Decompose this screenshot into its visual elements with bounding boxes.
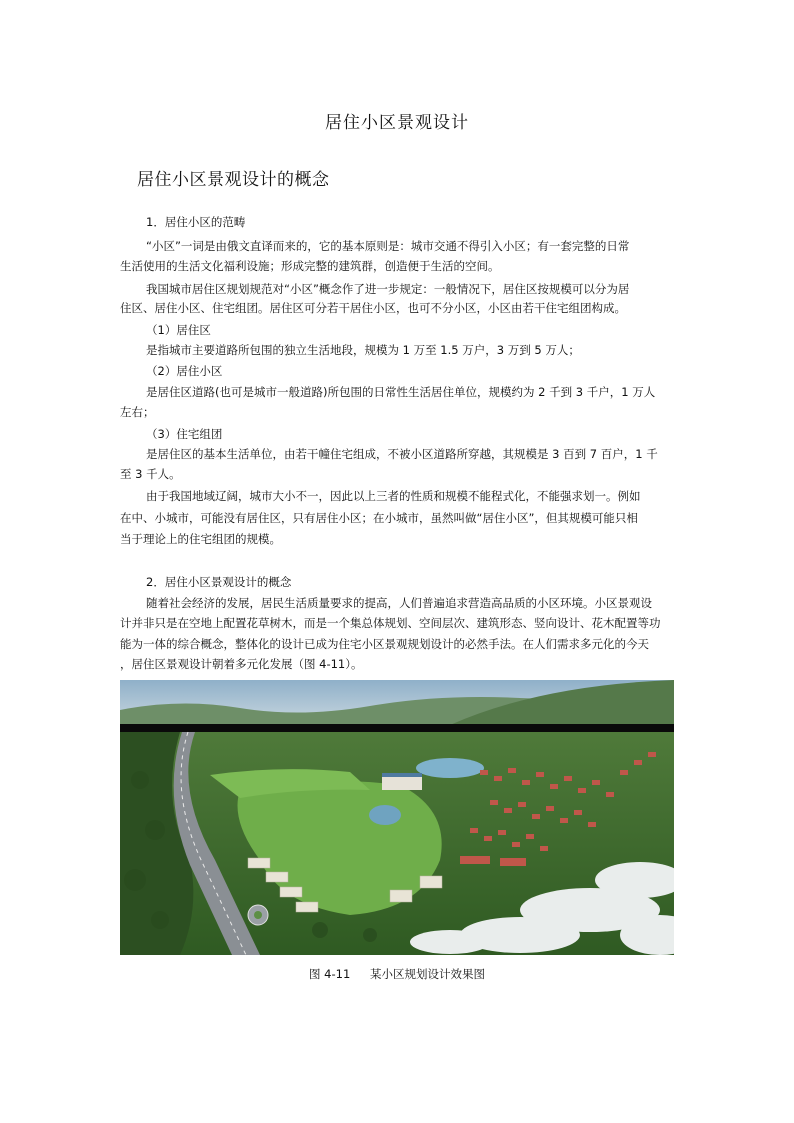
section-heading: 居住小区景观设计的概念 bbox=[137, 170, 330, 190]
landscape-rendering-image bbox=[120, 680, 674, 955]
paragraph-line: 是居住区道路(也可是城市一般道路)所包围的日常性生活居住单位，规模约为 2 千到 3 千户，1 万人 bbox=[146, 385, 656, 399]
figure-number: 图 4-11 bbox=[309, 967, 351, 981]
paragraph-line: 住区、居住小区、住宅组团。居住区可分若干居住小区，也可不分小区，小区由若干住宅组团构成。 bbox=[120, 301, 626, 315]
paragraph-line: 随着社会经济的发展，居民生活质量要求的提高，人们普遍追求营造高品质的小区环境。小区景观设 bbox=[146, 596, 652, 610]
paragraph-line: 在中、小城市，可能没有居住区，只有居住小区；在小城市，虽然叫做“居住小区”，但其规模可能只相 bbox=[120, 511, 638, 525]
figure-caption-text: 某小区规划设计效果图 bbox=[369, 967, 485, 981]
paragraph-line: 至 3 千人。 bbox=[120, 467, 181, 481]
paragraph-line: 我国城市居住区规划规范对“小区”概念作了进一步规定：一般情况下，居住区按规模可以分为居 bbox=[146, 282, 630, 296]
paragraph-line: 左右； bbox=[120, 405, 155, 419]
paragraph-line: 是指城市主要道路所包围的独立生活地段，规模为 1 万至 1.5 万户，3 万到 5 万人； bbox=[146, 343, 580, 357]
list-item-heading: （2）居住小区 bbox=[146, 364, 223, 378]
paragraph-line: 能为一体的综合概念，整体化的设计已成为住宅小区景观规划设计的必然手法。在人们需求多元化的今天 bbox=[120, 637, 649, 651]
paragraph-line: 由于我国地域辽阔，城市大小不一，因此以上三者的性质和规模不能程式化，不能强求划一。例如 bbox=[146, 489, 641, 503]
subsection-1-heading: 1．居住小区的范畴 bbox=[146, 215, 246, 229]
paragraph-line: ，居住区景观设计朝着多元化发展（图 4-11）。 bbox=[120, 657, 363, 671]
paragraph-line: 生活使用的生活文化福利设施；形成完整的建筑群，创造便于生活的空间。 bbox=[120, 259, 500, 273]
paragraph-line: 计并非只是在空地上配置花草树木，而是一个集总体规划、空间层次、建筑形态、竖向设计、花木配置等功 bbox=[120, 616, 661, 630]
paragraph-line: 当于理论上的住宅组团的规模。 bbox=[120, 532, 281, 546]
subsection-2-heading: 2．居住小区景观设计的概念 bbox=[146, 575, 292, 589]
paragraph-line: “小区”一词是由俄文直译而来的，它的基本原则是：城市交通不得引入小区；有一套完整的日常 bbox=[146, 239, 630, 253]
document-title: 居住小区景观设计 bbox=[325, 113, 469, 133]
list-item-heading: （3）住宅组团 bbox=[146, 427, 223, 441]
list-item-heading: （1）居住区 bbox=[146, 323, 211, 337]
paragraph-line: 是居住区的基本生活单位，由若干幢住宅组成，不被小区道路所穿越，其规模是 3 百到 7 百户，1 千 bbox=[146, 447, 658, 461]
figure-caption bbox=[0, 966, 794, 982]
